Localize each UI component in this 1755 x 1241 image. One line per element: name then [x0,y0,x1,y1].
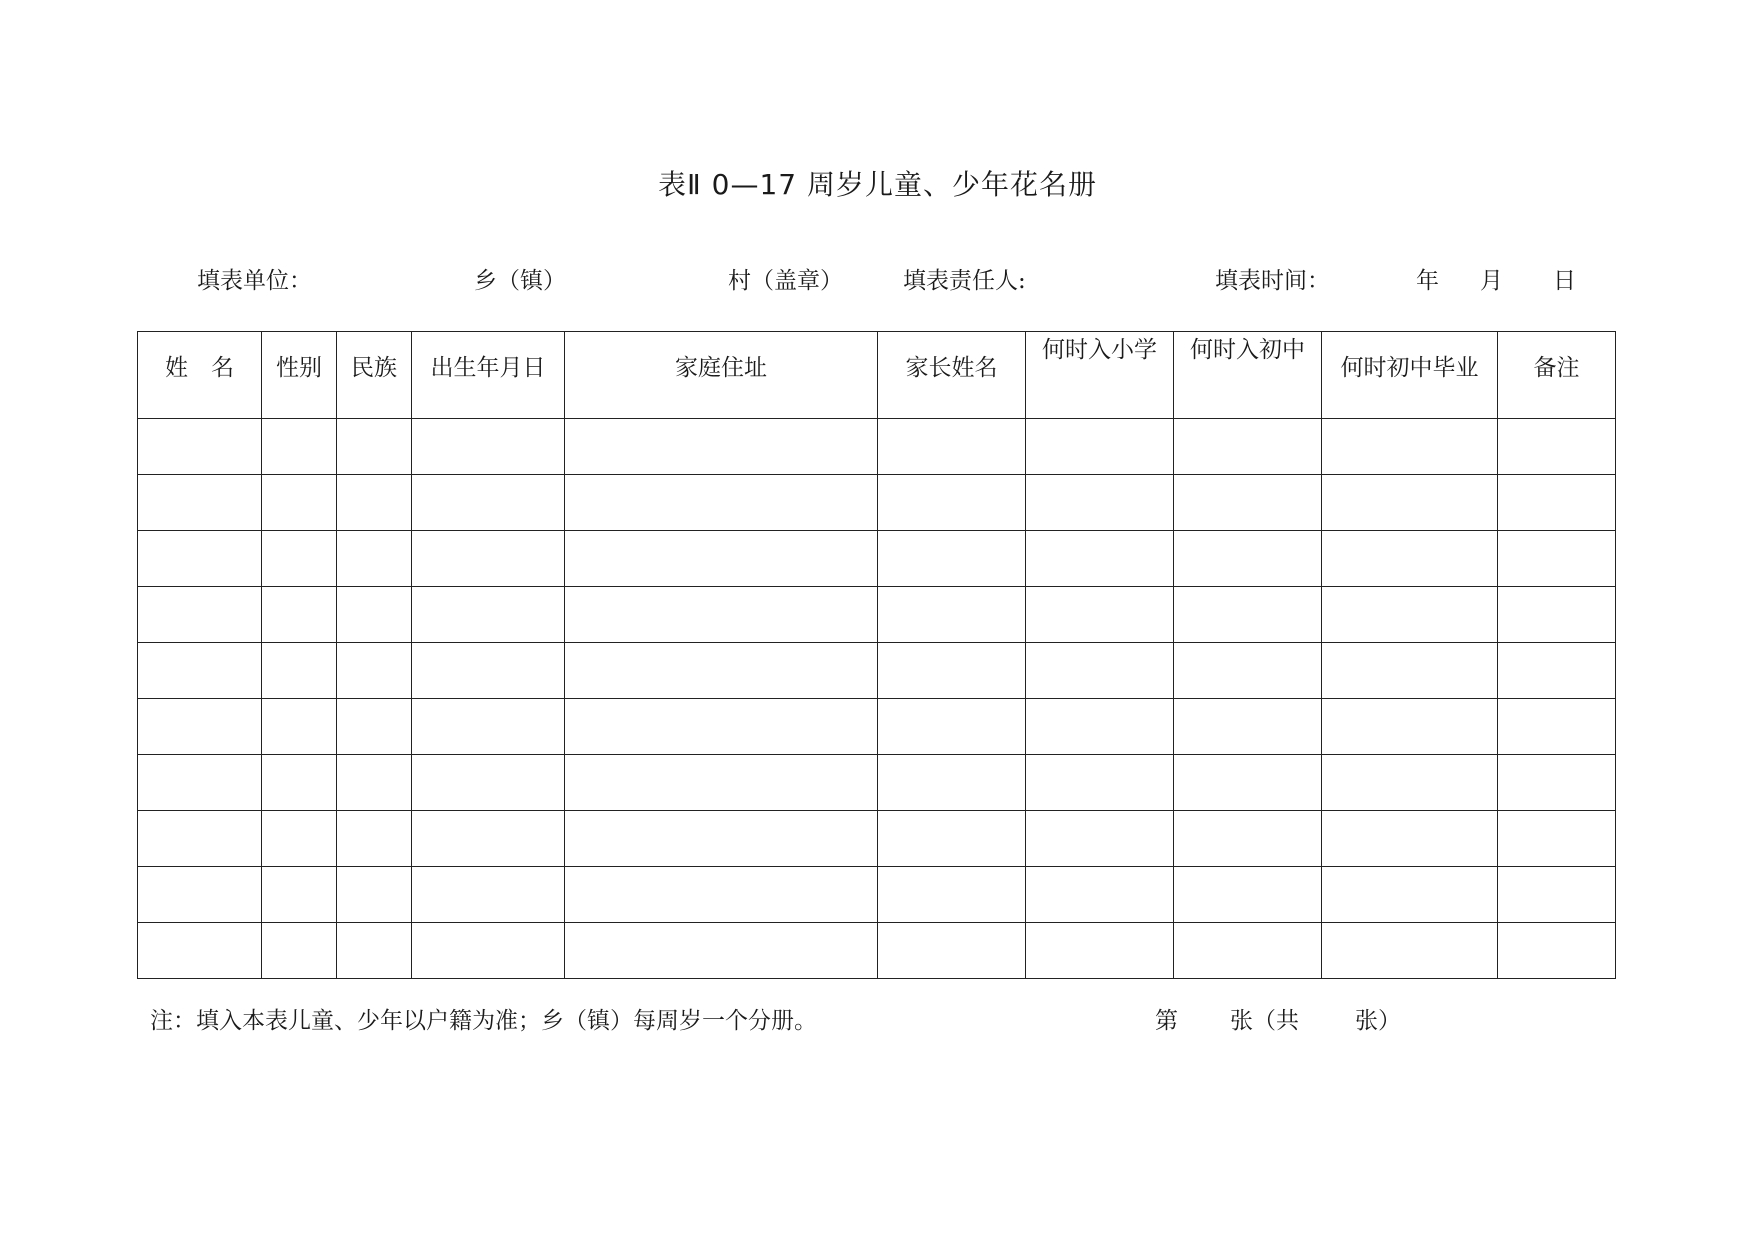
cell-address[interactable] [565,643,878,699]
cell-gender[interactable] [262,419,337,475]
cell-parent-name[interactable] [878,475,1026,531]
cell-parent-name[interactable] [878,531,1026,587]
cell-gender[interactable] [262,699,337,755]
cell-junior-graduation[interactable] [1322,587,1498,643]
header-primary-entry: 何时入小学 [1026,332,1174,419]
document-title: 表Ⅱ 0—17 周岁儿童、少年花名册 [657,168,1098,201]
cell-remarks[interactable] [1498,587,1616,643]
header-junior-entry: 何时入初中 [1174,332,1322,419]
cell-address[interactable] [565,811,878,867]
cell-primary-entry[interactable] [1026,923,1174,979]
cell-primary-entry[interactable] [1026,531,1174,587]
cell-gender[interactable] [262,531,337,587]
cell-birthdate[interactable] [412,643,565,699]
cell-junior-graduation[interactable] [1322,699,1498,755]
cell-ethnicity[interactable] [337,811,412,867]
cell-birthdate[interactable] [412,811,565,867]
cell-name[interactable] [138,755,262,811]
cell-remarks[interactable] [1498,811,1616,867]
cell-primary-entry[interactable] [1026,699,1174,755]
table-row [138,923,1616,979]
cell-ethnicity[interactable] [337,923,412,979]
cell-birthdate[interactable] [412,699,565,755]
page-number-suffix: 张） [1355,1008,1401,1034]
cell-remarks[interactable] [1498,755,1616,811]
cell-ethnicity[interactable] [337,699,412,755]
cell-parent-name[interactable] [878,643,1026,699]
cell-name[interactable] [138,867,262,923]
header-parent-name: 家长姓名 [878,332,1026,419]
header-birthdate: 出生年月日 [412,332,565,419]
cell-parent-name[interactable] [878,755,1026,811]
roster-body [138,419,1616,979]
cell-parent-name[interactable] [878,419,1026,475]
fill-time-label: 填表时间： [1215,268,1330,294]
cell-junior-graduation[interactable] [1322,643,1498,699]
cell-name[interactable] [138,475,262,531]
cell-parent-name[interactable] [878,587,1026,643]
cell-junior-graduation[interactable] [1322,531,1498,587]
cell-junior-entry[interactable] [1174,811,1322,867]
table-row [138,811,1616,867]
cell-address[interactable] [565,531,878,587]
cell-parent-name[interactable] [878,923,1026,979]
responsible-person-label: 填表责任人: [903,268,1026,294]
page-number-middle: 张（共 [1230,1008,1299,1034]
cell-junior-entry[interactable] [1174,475,1322,531]
cell-address[interactable] [565,923,878,979]
header-gender: 性别 [262,332,337,419]
cell-junior-entry[interactable] [1174,587,1322,643]
cell-remarks[interactable] [1498,923,1616,979]
year-label: 年 [1416,268,1439,294]
cell-junior-entry[interactable] [1174,643,1322,699]
page-number-prefix: 第 [1155,1008,1178,1034]
cell-junior-graduation[interactable] [1322,755,1498,811]
cell-primary-entry[interactable] [1026,587,1174,643]
table-row [138,755,1616,811]
month-label: 月 [1480,268,1503,294]
cell-name[interactable] [138,923,262,979]
cell-name[interactable] [138,643,262,699]
cell-name[interactable] [138,699,262,755]
cell-address[interactable] [565,587,878,643]
cell-ethnicity[interactable] [337,419,412,475]
cell-address[interactable] [565,699,878,755]
cell-address[interactable] [565,867,878,923]
cell-ethnicity[interactable] [337,475,412,531]
cell-remarks[interactable] [1498,643,1616,699]
cell-junior-graduation[interactable] [1322,923,1498,979]
cell-remarks[interactable] [1498,475,1616,531]
township-label: 乡（镇） [474,268,566,294]
cell-name[interactable] [138,531,262,587]
cell-junior-entry[interactable] [1174,867,1322,923]
cell-junior-graduation[interactable] [1322,475,1498,531]
cell-birthdate[interactable] [412,587,565,643]
cell-junior-graduation[interactable] [1322,867,1498,923]
cell-gender[interactable] [262,811,337,867]
fill-unit-label: 填表单位： [197,268,312,294]
cell-birthdate[interactable] [412,923,565,979]
header-address: 家庭住址 [565,332,878,419]
cell-junior-entry[interactable] [1174,923,1322,979]
header-name: 姓 名 [138,332,262,419]
cell-birthdate[interactable] [412,867,565,923]
cell-birthdate[interactable] [412,755,565,811]
cell-primary-entry[interactable] [1026,867,1174,923]
cell-parent-name[interactable] [878,811,1026,867]
cell-gender[interactable] [262,475,337,531]
cell-remarks[interactable] [1498,531,1616,587]
cell-primary-entry[interactable] [1026,643,1174,699]
cell-address[interactable] [565,755,878,811]
cell-ethnicity[interactable] [337,755,412,811]
table-row [138,587,1616,643]
cell-junior-entry[interactable] [1174,699,1322,755]
table-row [138,867,1616,923]
cell-birthdate[interactable] [412,531,565,587]
cell-ethnicity[interactable] [337,531,412,587]
table-row [138,699,1616,755]
cell-birthdate[interactable] [412,475,565,531]
village-stamp-label: 村（盖章） [728,268,843,294]
footer-note: 注：填入本表儿童、少年以户籍为准；乡（镇）每周岁一个分册。 [150,1008,817,1034]
cell-gender[interactable] [262,643,337,699]
table-row [138,419,1616,475]
table-row [138,643,1616,699]
cell-parent-name[interactable] [878,699,1026,755]
cell-name[interactable] [138,811,262,867]
header-row [138,332,1616,419]
cell-primary-entry[interactable] [1026,475,1174,531]
cell-name[interactable] [138,419,262,475]
cell-gender[interactable] [262,755,337,811]
cell-primary-entry[interactable] [1026,811,1174,867]
cell-ethnicity[interactable] [337,587,412,643]
cell-junior-entry[interactable] [1174,755,1322,811]
cell-parent-name[interactable] [878,867,1026,923]
table-row [138,531,1616,587]
header-ethnicity: 民族 [337,332,412,419]
cell-ethnicity[interactable] [337,867,412,923]
cell-primary-entry[interactable] [1026,419,1174,475]
table-row [138,475,1616,531]
cell-junior-entry[interactable] [1174,419,1322,475]
cell-remarks[interactable] [1498,867,1616,923]
roster-table [137,331,1616,979]
cell-remarks[interactable] [1498,419,1616,475]
cell-name[interactable] [138,587,262,643]
cell-gender[interactable] [262,587,337,643]
cell-remarks[interactable] [1498,699,1616,755]
cell-primary-entry[interactable] [1026,755,1174,811]
cell-junior-graduation[interactable] [1322,811,1498,867]
cell-address[interactable] [565,475,878,531]
cell-birthdate[interactable] [412,419,565,475]
cell-gender[interactable] [262,867,337,923]
cell-gender[interactable] [262,923,337,979]
header-remarks: 备注 [1498,332,1616,419]
day-label: 日 [1553,268,1576,294]
cell-ethnicity[interactable] [337,643,412,699]
header-junior-graduation: 何时初中毕业 [1322,332,1498,419]
cell-address[interactable] [565,419,878,475]
cell-junior-entry[interactable] [1174,531,1322,587]
cell-junior-graduation[interactable] [1322,419,1498,475]
